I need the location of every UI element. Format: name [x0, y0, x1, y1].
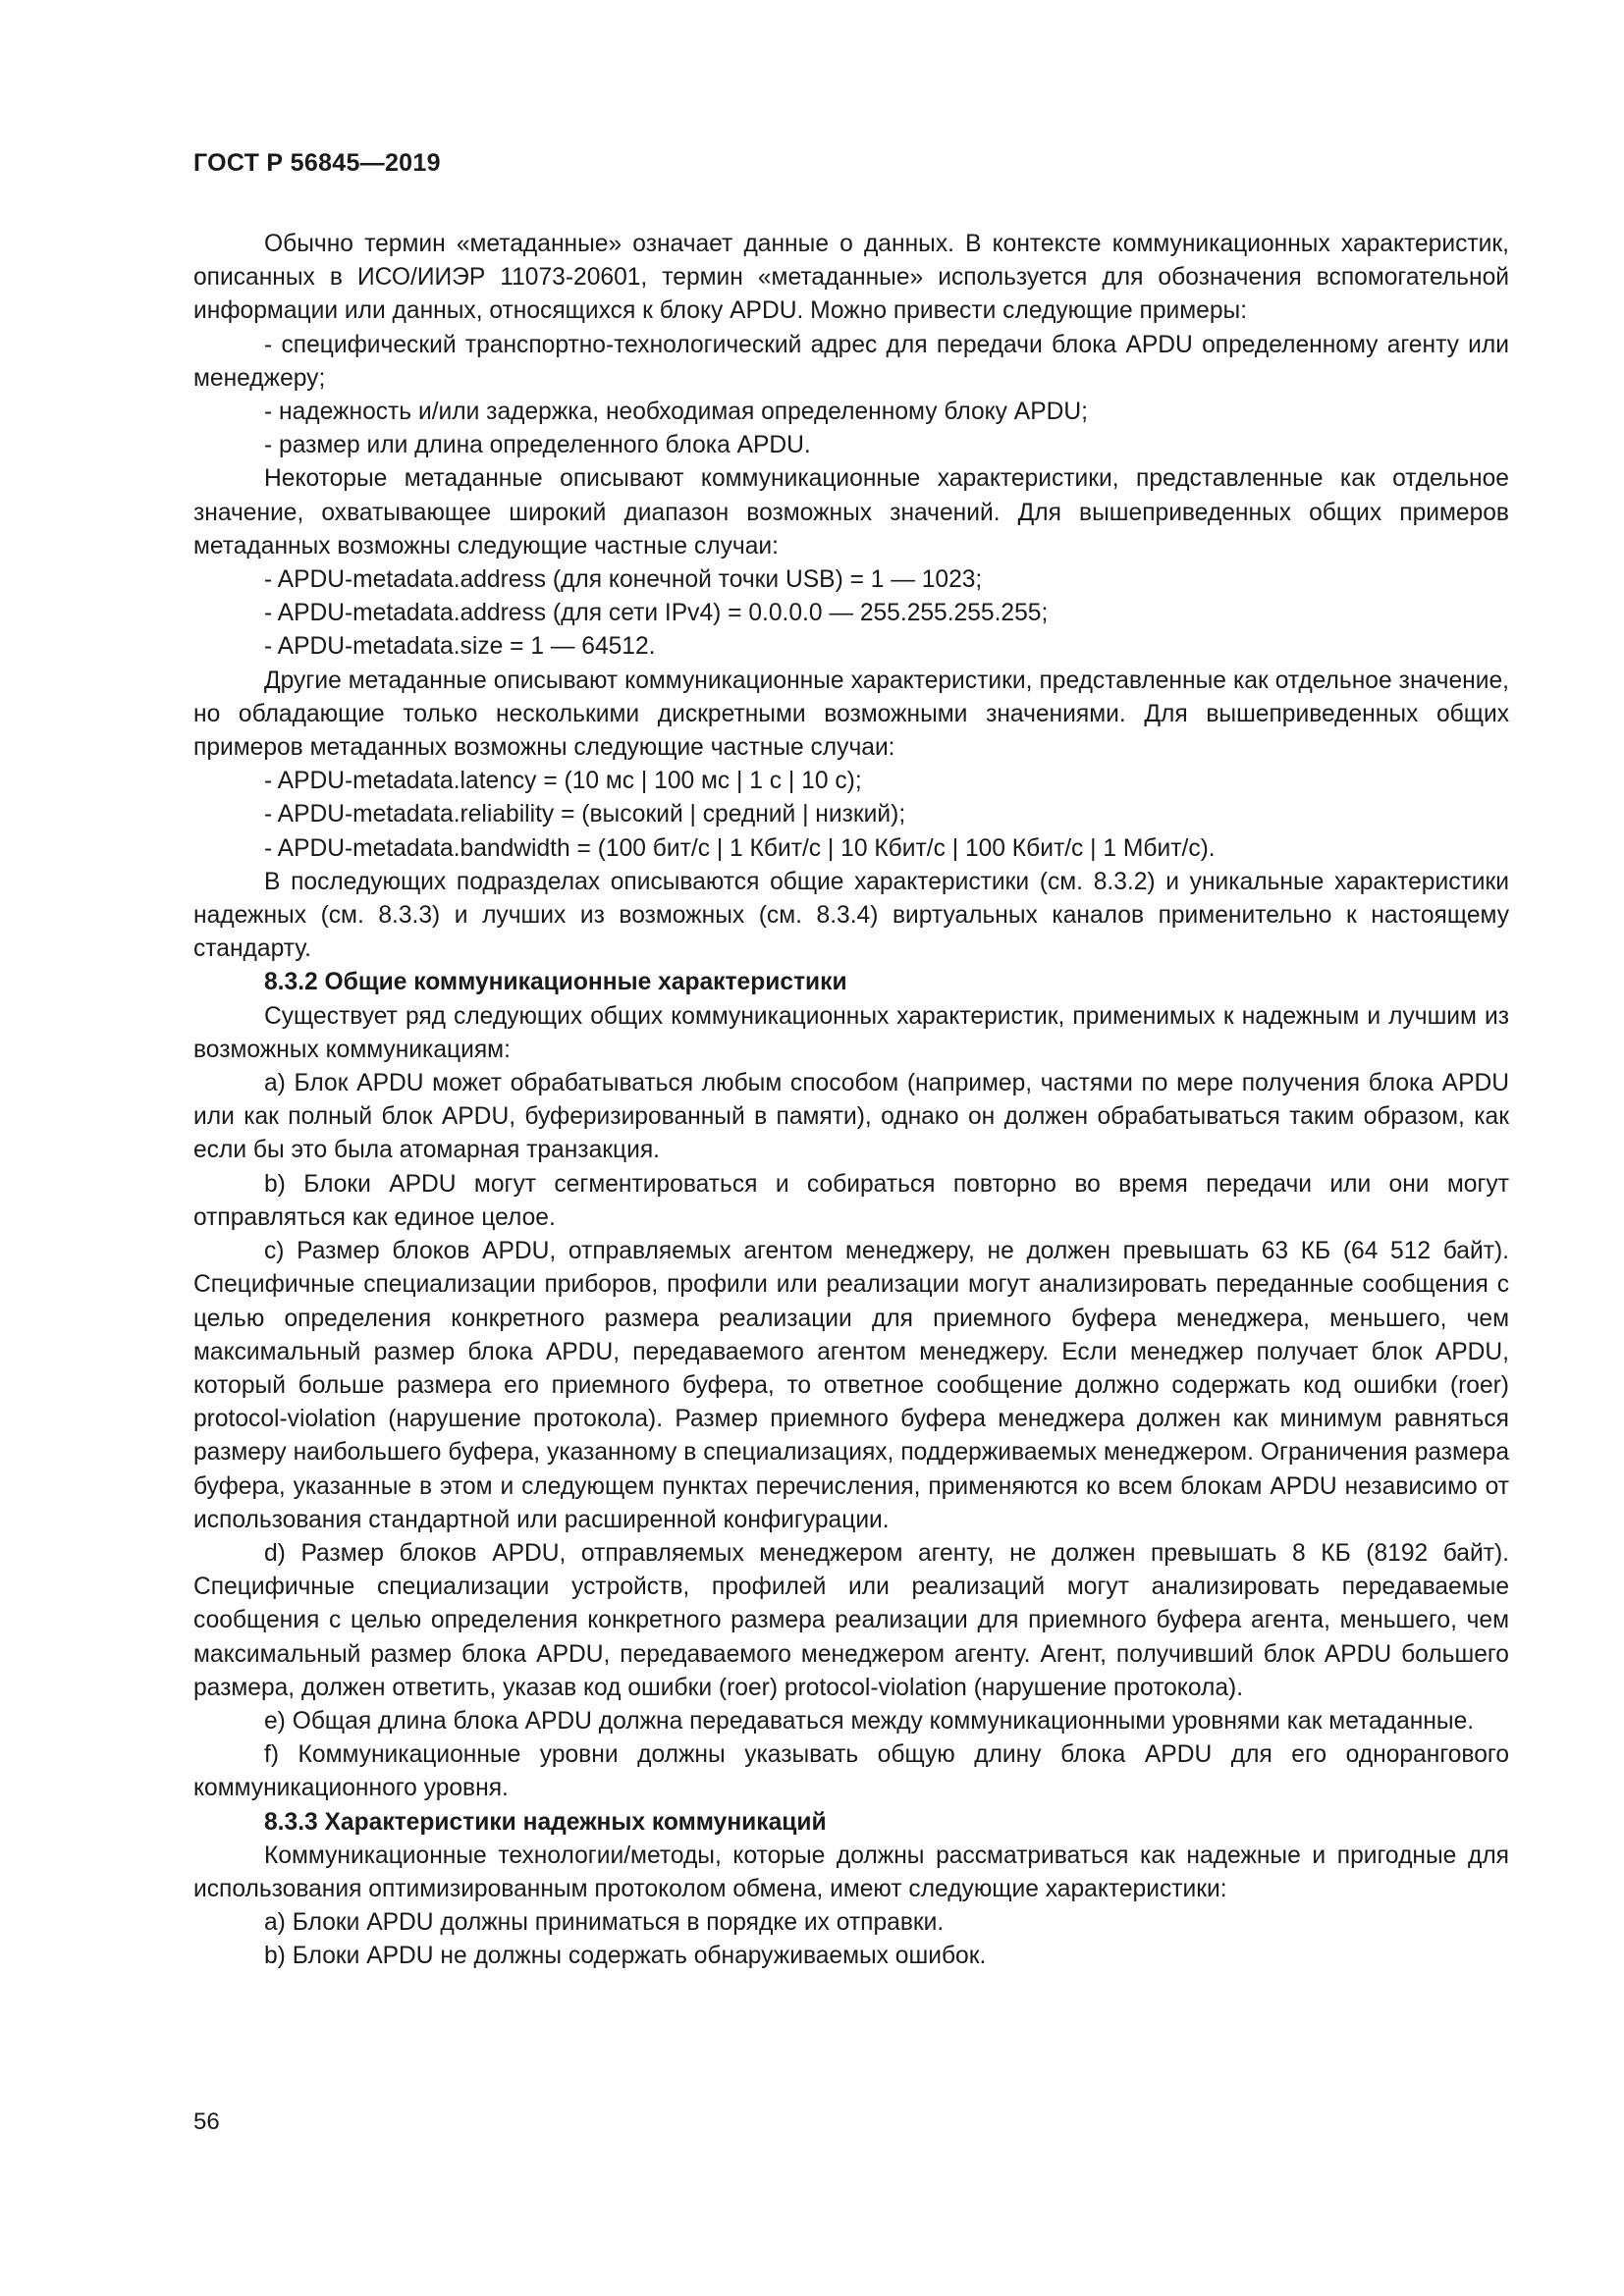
page-number: 56: [193, 2109, 220, 2135]
list-item-d: d) Размер блоков APDU, отправляемых менеджером агенту, не должен превышать 8 КБ (8192 байт). Специфичные специализации устройств, профилей или реализаций могут анализировать передаваемые сообщения с целью определения конкретного размера реализации для приемного буфера агента, меньшего, чем максимальный размер блока APDU, передаваемого менеджером агенту. Агент, получивший блок APDU большего размера, должен ответить, указав код ошибки (roer) protocol-violation (нарушение протокола).: [193, 1539, 1509, 1701]
list-item-b: b) Блоки APDU могут сегментироваться и собираться повторно во время передачи или они могут отправляться как единое целое.: [193, 1170, 1509, 1231]
document-code-header: ГОСТ Р 56845—2019: [193, 149, 441, 177]
paragraph: Существует ряд следующих общих коммуникационных характеристик, применимых к надежным и лучшим из возможных коммуникациям:: [193, 1002, 1509, 1063]
paragraph: Другие метаданные описывают коммуникационные характеристики, представленные как отдельное значение, но обладающие только несколькими дискретными возможными значениями. Для вышеприведенных общих примеров метаданных возможны следующие частные случаи:: [193, 667, 1509, 762]
section-heading-8-3-3: 8.3.3 Характеристики надежных коммуникаций: [264, 1808, 827, 1836]
paragraph: Коммуникационные технологии/методы, которые должны рассматриваться как надежные и пригодные для использования оптимизированным протоколом обмена, имеют следующие характеристики:: [193, 1842, 1509, 1902]
paragraph: Обычно термин «метаданные» означает данные о данных. В контексте коммуникационных характеристик, описанных в ИСО/ИИЭР 11073-20601, термин «метаданные» используется для обозначения вспомогательной информации или данных, относящихся к блоку APDU. Можно привести следующие примеры:: [193, 231, 1509, 325]
list-item: - специфический транспортно-технологический адрес для передачи блока APDU определенному агенту или менеджеру;: [193, 331, 1509, 392]
body-text: [193, 228, 1509, 1974]
list-item-a: a) Блок APDU может обрабатываться любым способом (например, частями по мере получения блока APDU или как полный блок APDU, буферизированный в памяти), однако он должен обрабатываться таким образом, как если бы это была атомарная транзакция.: [193, 1070, 1509, 1164]
list-item: - APDU-metadata.address (для сети IPv4) = 0.0.0.0 — 255.255.255.255;: [264, 600, 1049, 627]
list-item: - APDU-metadata.latency = (10 мс | 100 мс | 1 с | 10 с);: [264, 768, 862, 795]
paragraph: В последующих подразделах описываются общие характеристики (см. 8.3.2) и уникальные характеристики надежных (см. 8.3.3) и лучших из возможных (см. 8.3.4) виртуальных каналов применительно к настоящему стандарту.: [193, 868, 1509, 963]
list-item: - надежность и/или задержка, необходимая определенному блоку APDU;: [264, 399, 1088, 426]
section-heading-8-3-2: 8.3.2 Общие коммуникационные характеристики: [264, 969, 847, 996]
list-item-a: a) Блоки APDU должны приниматься в порядке их отправки.: [264, 1909, 945, 1937]
list-item: - размер или длина определенного блока APDU.: [264, 432, 811, 459]
list-item-f: f) Коммуникационные уровни должны указывать общую длину блока APDU для его однорангового коммуникационного уровня.: [193, 1741, 1509, 1802]
list-item-e: e) Общая длина блока APDU должна передаваться между коммуникационными уровнями как метаданные.: [264, 1707, 1475, 1735]
list-item-c: c) Размер блоков APDU, отправляемых агентом менеджеру, не должен превышать 63 КБ (64 512 байт). Специфичные специализации приборов, профили или реализации могут анализировать переданные сообщения с целью определения конкретного размера реализации для приемного буфера менеджера, меньшего, чем максимальный размер блока APDU, передаваемого агентом менеджеру. Если менеджер получает блок APDU, который больше размера его приемного буфера, то ответное сообщение должно содержать код ошибки (roer) protocol-violation (нарушение протокола). Размер приемного буфера менеджера должен как минимум равняться размеру наибольшего буфера, указанному в специализациях, поддерживаемых менеджером. Ограничения размера буфера, указанные в этом и следующем пунктах перечисления, применяются ко всем блокам APDU независимо от использования стандартной или расширенной конфигурации.: [193, 1238, 1509, 1533]
list-item: - APDU-metadata.size = 1 — 64512.: [264, 633, 656, 661]
paragraph: Некоторые метаданные описывают коммуникационные характеристики, представленные как отдельное значение, охватывающее широкий диапазон возможных значений. Для вышеприведенных общих примеров метаданных возможны следующие частные случаи:: [193, 465, 1509, 560]
list-item: - APDU-metadata.reliability = (высокий | средний | низкий);: [264, 801, 906, 828]
list-item: - APDU-metadata.bandwidth = (100 бит/с | 1 Кбит/с | 10 Кбит/с | 100 Кбит/с | 1 Мбит/с).: [264, 834, 1216, 862]
list-item-b: b) Блоки APDU не должны содержать обнаруживаемых ошибок.: [264, 1943, 987, 1970]
list-item: - APDU-metadata.address (для конечной точки USB) = 1 — 1023;: [264, 566, 983, 594]
